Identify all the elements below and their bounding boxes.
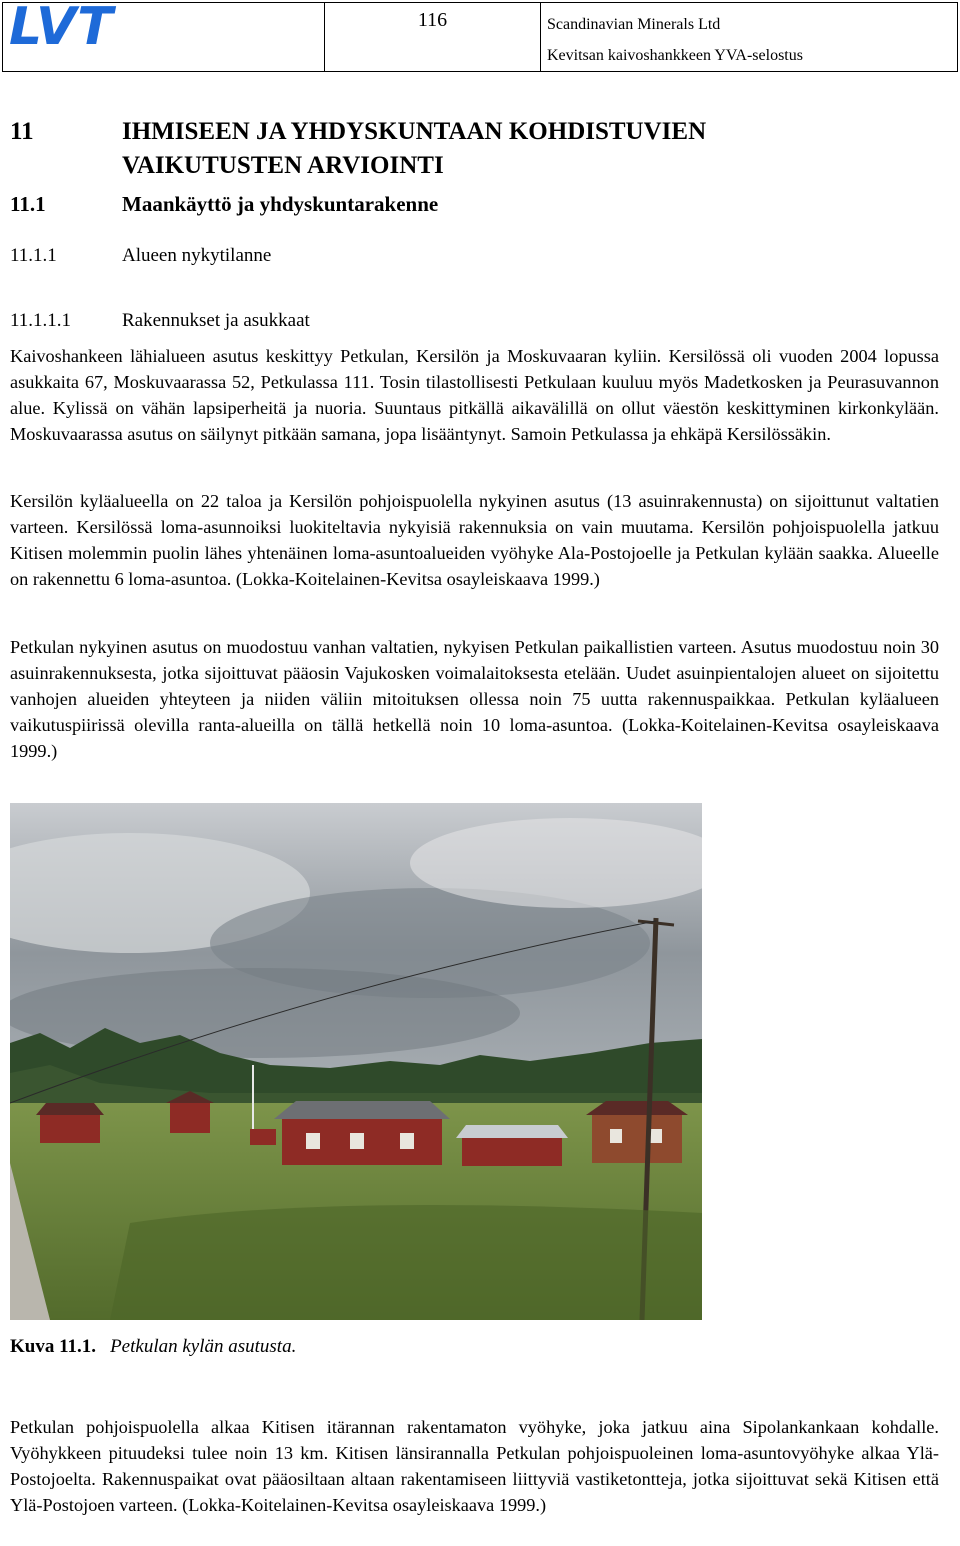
paragraph-kersilo: Kersilön kyläalueella on 22 taloa ja Kersilön pohjoispuolella nykyinen asutus (13 asuinrakennusta) on sijoittunut valtatien varteen. Kersilössä loma-asunnoiksi luokiteltavia nykyisiä rakennuksia on vain muutama. Kersilön pohjoispuolella jatkuu Kitisen molemmin puolin lähes yhtenäinen loma-asuntoalueiden vyöhyke Ala-Postojoelle ja Petkulan kylään saakka. Alueelle on rakennettu 6 loma-asuntoa. (Lokka-Koitelainen-Kevitsa osayleiskaava 1999.) xyxy=(10,491,939,589)
chapter-number: 11 xyxy=(10,118,34,145)
subsubsection-title: Rakennukset ja asukkaat xyxy=(122,310,310,331)
figure-caption xyxy=(10,1336,296,1358)
subsection-number: 11.1.1 xyxy=(10,245,57,266)
page-header xyxy=(2,2,958,72)
house-left xyxy=(36,1103,104,1143)
chapter-title-line-1: IHMISEEN JA YHDYSKUNTAAN KOHDISTUVIEN xyxy=(122,118,707,145)
document-title: Kevitsan kaivoshankkeen YVA-selostus xyxy=(547,47,803,64)
company-name: Scandinavian Minerals Ltd xyxy=(547,16,721,33)
section-title: Maankäyttö ja yhdyskuntarakenne xyxy=(122,192,439,216)
house-main xyxy=(274,1101,450,1165)
logo-cell xyxy=(3,3,325,71)
shed xyxy=(250,1129,276,1145)
paragraph-settlement: Kaivoshankeen lähialueen asutus keskittyy Petkulan, Kersilön ja Moskuvaaran kyliin. Kersilössä oli vuoden 2004 lopussa asukkaita 67, Moskuvaarassa 52, Petkulassa 111. Tosin tilastollisesti Petkulaan kuuluu myös Madetkosken ja Peurasuvannon alue. Kylissä on vähän lapsiperheitä ja nuoria. Suuntaus pitkällä aikavälillä on ollut väestön keskittyminen kirkonkylään. Moskuvaarassa asutus on säilynyt pitkään samana, jopa lisääntynyt. Samoin Petkulassa ja ehkäpä Kersilössäkin. xyxy=(10,346,939,444)
paragraph-north-zone: Petkulan pohjoispuolella alkaa Kitisen itärannan rakentamaton vyöhyke, joka jatkuu aina Sipolankankaan kohdalle. Vyöhykkeen pituudeksi tulee noin 13 km. Kitisen länsirannalla Petkulan pohjoispuoleinen loma-asuntovyöhyke alkaa Ylä-Postojoelta. Rakennuspaikat ovat pääosiltaan altaan rakentamiseen liittyviä vastiketontteja, jotka sijoittuvat sekä Kitisen että Ylä-Postojoen varteen. (Lokka-Koitelainen-Kevitsa osayleiskaava 1999.) xyxy=(10,1417,939,1515)
header-info xyxy=(541,3,957,71)
subsection-title: Alueen nykytilanne xyxy=(122,245,272,266)
figure-label: Kuva 11.1. xyxy=(10,1336,97,1357)
village-photo-illustration xyxy=(10,803,702,1320)
house-right xyxy=(586,1101,688,1163)
subsubsection-number: 11.1.1.1 xyxy=(10,310,72,331)
village-photo xyxy=(10,803,702,1320)
section-number: 11.1 xyxy=(10,192,46,216)
page-number: 116 xyxy=(325,3,541,71)
house-white-roof xyxy=(456,1125,568,1166)
chapter-title xyxy=(122,115,882,183)
lvt-logo: LVT xyxy=(9,3,114,57)
chapter-title-line-2: VAIKUTUSTEN ARVIOINTI xyxy=(122,152,444,179)
paragraph-petkula: Petkulan nykyinen asutus on muodostuu vanhan valtatien, nykyisen Petkulan paikallistien varteen. Asutus muodostuu noin 30 asuinrakennuksesta, jotka sijoittuvat pääosin Vajukosken voimalaitoksesta etelään. Uudet asuinpientalojen alueet on sijoitettu vanhojen alueiden yhteyteen ja niiden väliin mitoituksen ollessa noin 75 uutta rakennuspaikkaa. Petkulan kyläalueen vaikutuspiirissä olevilla ranta-alueilla on tällä hetkellä noin 10 loma-asuntoa. (Lokka-Koitelainen-Kevitsa osayleiskaava 1999.) xyxy=(10,637,939,761)
figure-caption-text: Petkulan kylän asutusta. xyxy=(110,1336,297,1357)
